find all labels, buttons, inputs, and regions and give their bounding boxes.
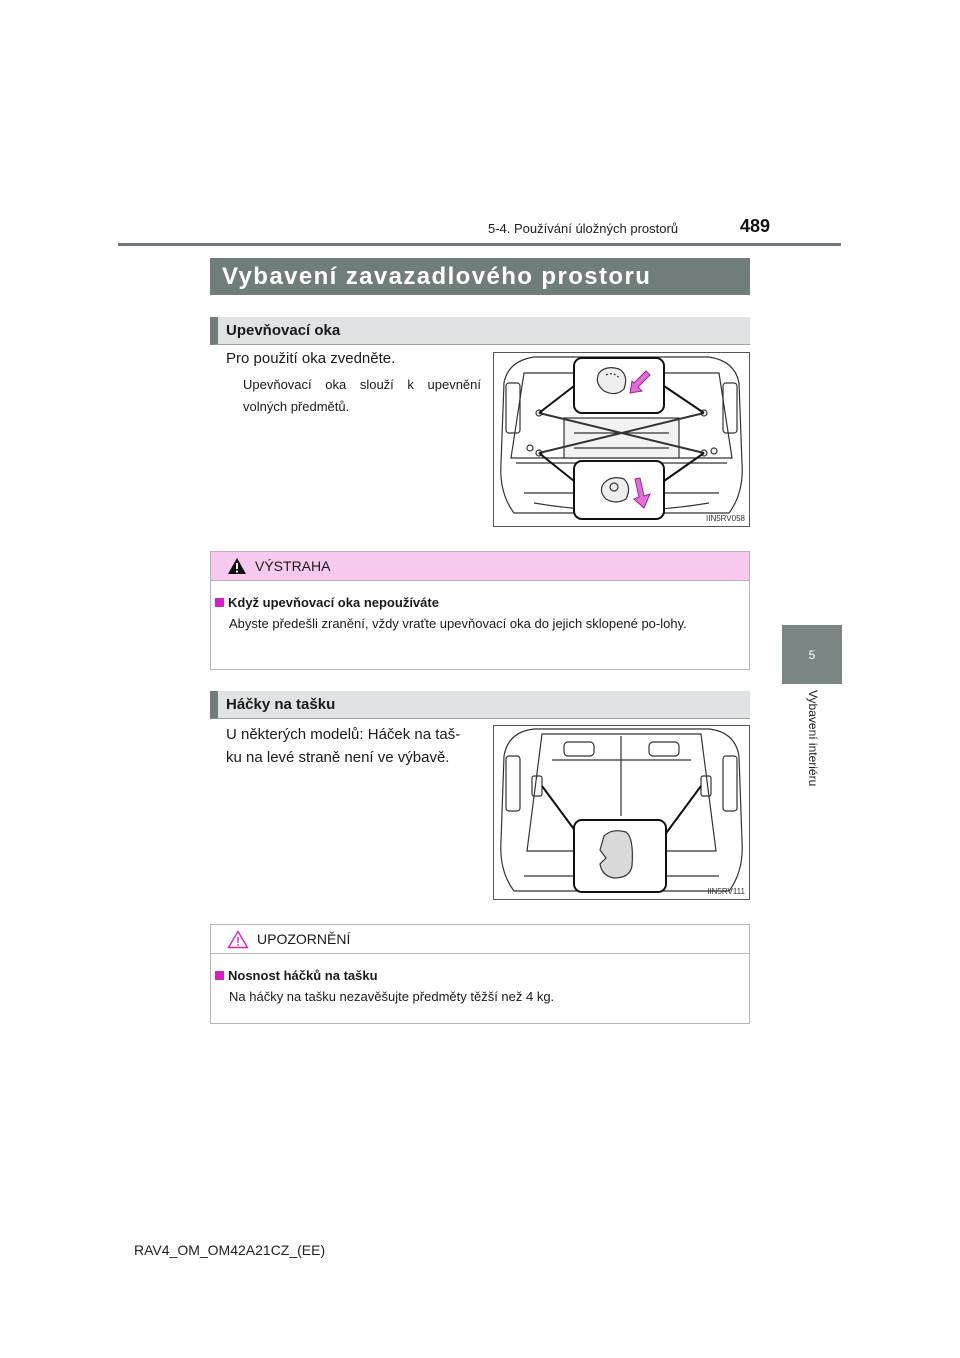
header-divider [118,243,841,246]
chapter-number: 5 [808,647,816,662]
tie-down-note-line1: Upevňovací oka slouží k upevnění [243,377,481,392]
bullet-square-icon [215,971,224,980]
figure-code: IIN5RV058 [706,514,745,523]
section-heading-tie-downs: Upevňovací oka [210,317,750,345]
bag-hook-illustration [494,726,749,899]
warning-triangle-icon [227,557,247,575]
chapter-label: Vybavení interiéru [806,690,820,787]
bag-hook-text-line1: U některých modelů: Háček na taš- [226,726,461,743]
figure-code: IIN5RV111 [707,887,745,896]
tie-down-note [243,374,481,418]
warning-header [211,552,749,581]
tie-down-illustration [494,353,749,526]
tie-down-figure [493,352,750,527]
document-code: RAV4_OM_OM42A21CZ_(EE) [134,1242,326,1258]
section-breadcrumb: 5-4. Používání úložných prostorů [488,221,679,236]
tie-down-note-line2: volných předmětů. [243,399,350,414]
chapter-side-label [752,690,872,810]
bag-hook-text [226,723,460,769]
notice-text: Na háčky na tašku nezavěšujte předměty těžší než 4 kg. [229,989,555,1004]
warning-subheading [211,595,749,610]
warning-label: VÝSTRAHA [255,558,331,574]
bag-hook-figure [493,725,750,900]
warning-text: Abyste předešli zranění, vždy vraťte upevňovací oka do jejich sklopené po-lohy. [229,616,687,631]
section-heading-bag-hooks: Háčky na tašku [210,691,750,719]
bullet-square-icon [215,598,224,607]
tie-down-instruction: Pro použití oka zvedněte. [226,350,396,367]
notice-box [210,924,750,1024]
page-title: Vybavení zavazadlového prostoru [210,258,750,295]
notice-header [211,925,749,954]
notice-subheading [211,968,749,983]
bag-hook-text-line2: ku na levé straně není ve výbavě. [226,749,450,766]
notice-subheading-text: Nosnost háčků na tašku [228,968,378,983]
warning-subheading-text: Když upevňovací oka nepoužíváte [228,595,439,610]
chapter-tab [782,625,842,684]
page-number: 489 [740,216,771,236]
warning-box [210,551,750,670]
caution-triangle-outline-icon [227,930,249,949]
notice-label: UPOZORNĚNÍ [257,931,351,947]
